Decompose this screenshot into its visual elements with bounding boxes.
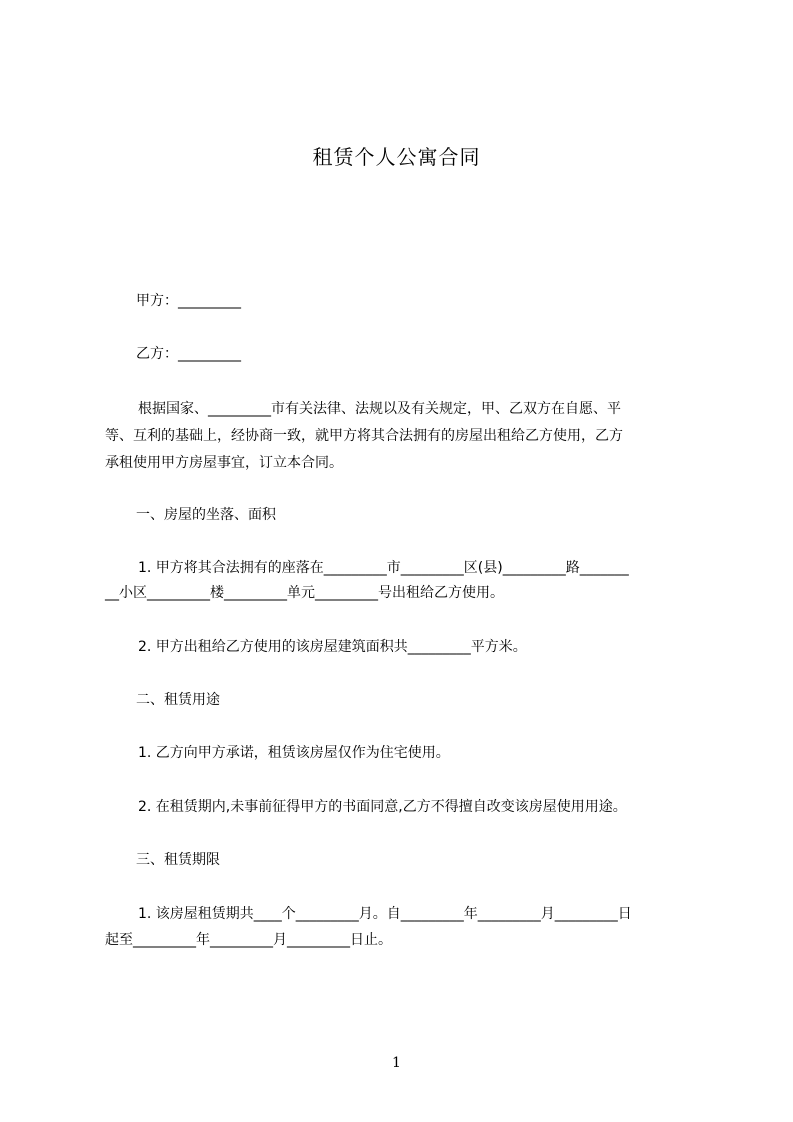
page-number: 1 [392, 1055, 401, 1071]
section-3-item-1-line-1: 1. 该房屋租赁期共____个_________月。自_________年_________月_________日 [138, 906, 632, 922]
section-1-item-1-line-2: __小区_________楼_________单元_________号出租给乙方使用。 [105, 585, 504, 601]
preamble-line-3: 承租使用甲方房屋事宜，订立本合同。 [105, 455, 343, 471]
section-1-item-2: 2. 甲方出租给乙方使用的该房屋建筑面积共_________平方米。 [138, 639, 527, 655]
section-1-heading: 一、房屋的坐落、面积 [136, 507, 276, 523]
section-2-item-2: 2. 在租赁期内,未事前征得甲方的书面同意,乙方不得擅自改变该房屋使用用途。 [138, 799, 627, 815]
section-2-item-1: 1. 乙方向甲方承诺，租赁该房屋仅作为住宅使用。 [138, 745, 450, 761]
section-2-heading: 二、租赁用途 [136, 692, 220, 708]
party-a-line: 甲方：_________ [136, 293, 241, 309]
section-3-heading: 三、租赁期限 [136, 852, 220, 868]
document-title: 租赁个人公寓合同 [312, 145, 481, 169]
preamble-line-1: 根据国家、_________市有关法律、法规以及有关规定，甲、乙双方在自愿、平 [138, 401, 621, 417]
preamble-paragraph [105, 396, 703, 477]
section-3-item-1-line-2: 起至_________年_________月_________日止。 [105, 932, 392, 948]
party-b-line: 乙方：_________ [136, 346, 241, 362]
section-1-item-1-line-1: 1. 甲方将其合法拥有的座落在_________市_________区(县)_________路_______ [138, 560, 629, 576]
preamble-line-2: 等、互利的基础上，经协商一致，就甲方将其合法拥有的房屋出租给乙方使用，乙方 [105, 428, 623, 444]
